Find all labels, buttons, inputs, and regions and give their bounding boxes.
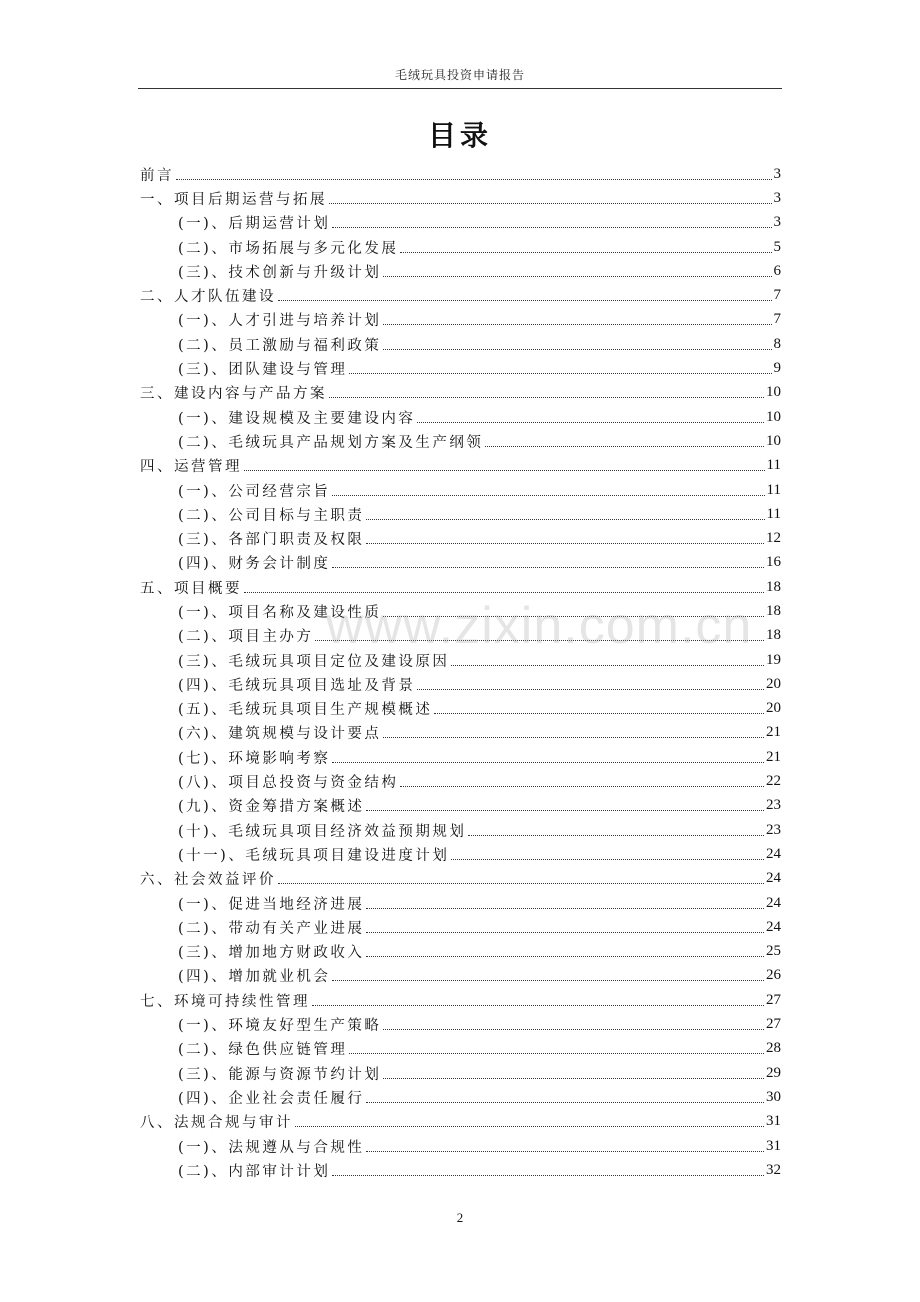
toc-entry-page: 7 xyxy=(773,311,781,328)
toc-leader-dots xyxy=(383,276,771,277)
toc-entry-page: 32 xyxy=(766,1161,781,1178)
toc-entry-page: 24 xyxy=(766,870,781,887)
toc-subentry[interactable] xyxy=(140,624,781,648)
toc-leader-dots xyxy=(383,1029,764,1030)
toc-entry-label: (二)、毛绒玩具产品规划方案及生产纲领 xyxy=(178,434,484,451)
toc-leader-dots xyxy=(329,397,764,398)
toc-subentry[interactable] xyxy=(140,745,781,769)
toc-entry-label: 前言 xyxy=(140,167,174,184)
toc-entry-label: (一)、促进当地经济进展 xyxy=(178,896,365,913)
toc-entry-page: 18 xyxy=(766,627,781,644)
toc-entry[interactable] xyxy=(140,162,781,186)
toc-leader-dots xyxy=(329,203,772,204)
toc-entry-page: 21 xyxy=(766,748,781,765)
toc-entry-label: (十一)、毛绒玩具项目建设进度计划 xyxy=(178,847,450,864)
toc-entry[interactable] xyxy=(140,186,781,210)
toc-leader-dots xyxy=(366,543,764,544)
toc-entry-label: (三)、各部门职责及权限 xyxy=(178,532,365,549)
toc-leader-dots xyxy=(315,640,764,641)
toc-entry[interactable] xyxy=(140,867,781,891)
toc-entry-page: 3 xyxy=(773,214,781,231)
toc-entry-page: 8 xyxy=(773,335,781,352)
toc-subentry[interactable] xyxy=(140,1085,781,1109)
toc-entry-label: (七)、环境影响考察 xyxy=(178,750,331,767)
toc-entry[interactable] xyxy=(140,1110,781,1134)
toc-entry-page: 6 xyxy=(773,262,781,279)
toc-leader-dots xyxy=(366,519,764,520)
toc-subentry[interactable] xyxy=(140,259,781,283)
toc-leader-dots xyxy=(400,786,764,787)
toc-entry-page: 10 xyxy=(766,384,781,401)
toc-leader-dots xyxy=(278,883,764,884)
toc-entry-page: 24 xyxy=(766,894,781,911)
header-rule xyxy=(138,88,782,89)
toc-entry[interactable] xyxy=(140,454,781,478)
toc-entry-label: 二、人才队伍建设 xyxy=(140,289,276,306)
toc-leader-dots xyxy=(278,300,772,301)
toc-entry-label: (一)、项目名称及建设性质 xyxy=(178,604,382,621)
toc-entry-label: (四)、毛绒玩具项目选址及背景 xyxy=(178,677,416,694)
toc-entry-page: 31 xyxy=(766,1137,781,1154)
toc-entry-page: 19 xyxy=(766,651,781,668)
toc-leader-dots xyxy=(417,689,764,690)
toc-entry-page: 24 xyxy=(766,918,781,935)
toc-entry[interactable] xyxy=(140,381,781,405)
toc-leader-dots xyxy=(332,567,764,568)
toc-entry-label: (十)、毛绒玩具项目经济效益预期规划 xyxy=(178,823,467,840)
toc-subentry[interactable] xyxy=(140,332,781,356)
toc-entry-page: 3 xyxy=(773,165,781,182)
toc-entry-label: 八、法规合规与审计 xyxy=(140,1115,293,1132)
toc-entry-label: 三、建设内容与产品方案 xyxy=(140,386,327,403)
toc-subentry[interactable] xyxy=(140,478,781,502)
toc-entry-label: 六、社会效益评价 xyxy=(140,872,276,889)
toc-entry[interactable] xyxy=(140,988,781,1012)
toc-entry-label: (一)、公司经营宗旨 xyxy=(178,483,331,500)
toc-entry-label: 一、项目后期运营与拓展 xyxy=(140,191,327,208)
toc-leader-dots xyxy=(468,835,764,836)
page-title: 目录 xyxy=(427,119,492,152)
toc-entry-label: 五、项目概要 xyxy=(140,580,242,597)
toc-entry-label: (二)、带动有关产业进展 xyxy=(178,920,365,937)
toc-entry-page: 29 xyxy=(766,1064,781,1081)
toc-entry-page: 28 xyxy=(766,1040,781,1057)
toc-entry-page: 7 xyxy=(773,287,781,304)
toc-subentry[interactable] xyxy=(140,429,781,453)
toc-entry-label: (一)、法规遵从与合规性 xyxy=(178,1139,365,1156)
toc-leader-dots xyxy=(366,1102,764,1103)
toc-subentry[interactable] xyxy=(140,818,781,842)
toc-entry-page: 20 xyxy=(766,700,781,717)
toc-entry-page: 23 xyxy=(766,821,781,838)
toc-subentry[interactable] xyxy=(140,308,781,332)
toc-entry-label: (二)、项目主办方 xyxy=(178,629,314,646)
toc-leader-dots xyxy=(383,324,771,325)
toc-entry-page: 30 xyxy=(766,1088,781,1105)
toc-entry-label: (二)、员工激励与福利政策 xyxy=(178,337,382,354)
toc-subentry[interactable] xyxy=(140,891,781,915)
toc-entry-page: 11 xyxy=(766,481,781,498)
toc-leader-dots xyxy=(176,179,772,180)
toc-entry-label: (四)、增加就业机会 xyxy=(178,969,331,986)
toc-leader-dots xyxy=(295,1126,764,1127)
toc-entry-page: 25 xyxy=(766,943,781,960)
toc-entry[interactable] xyxy=(140,575,781,599)
toc-subentry[interactable] xyxy=(140,599,781,623)
toc-subentry[interactable] xyxy=(140,526,781,550)
toc-leader-dots xyxy=(349,373,771,374)
toc-entry-page: 10 xyxy=(766,408,781,425)
toc-subentry[interactable] xyxy=(140,794,781,818)
toc-entry-page: 18 xyxy=(766,602,781,619)
toc-subentry[interactable] xyxy=(140,940,781,964)
toc-entry-page: 27 xyxy=(766,1016,781,1033)
toc-entry-label: (二)、公司目标与主职责 xyxy=(178,507,365,524)
toc-entry-label: (一)、人才引进与培养计划 xyxy=(178,313,382,330)
toc-entry[interactable] xyxy=(140,283,781,307)
toc-entry-label: 七、环境可持续性管理 xyxy=(140,993,310,1010)
toc-leader-dots xyxy=(332,980,764,981)
toc-entry-label: (二)、绿色供应链管理 xyxy=(178,1042,348,1059)
toc-entry-label: (三)、技术创新与升级计划 xyxy=(178,264,382,281)
toc-entry-label: (五)、毛绒玩具项目生产规模概述 xyxy=(178,702,433,719)
toc-entry-label: (一)、后期运营计划 xyxy=(178,216,331,233)
toc-leader-dots xyxy=(485,446,764,447)
running-header: 毛绒玩具投资申请报告 xyxy=(394,68,525,82)
toc-subentry[interactable] xyxy=(140,964,781,988)
toc-leader-dots xyxy=(400,252,771,253)
toc-entry-page: 24 xyxy=(766,845,781,862)
toc-subentry[interactable] xyxy=(140,842,781,866)
toc-entry-label: (四)、企业社会责任履行 xyxy=(178,1090,365,1107)
watermark: www.zixin.com.cn xyxy=(326,597,753,655)
toc-entry-page: 11 xyxy=(766,457,781,474)
toc-subentry[interactable] xyxy=(140,648,781,672)
toc-entry-label: (九)、资金筹措方案概述 xyxy=(178,799,365,816)
toc-entry-label: (二)、内部审计计划 xyxy=(178,1163,331,1180)
toc-subentry[interactable] xyxy=(140,697,781,721)
toc-leader-dots xyxy=(383,737,764,738)
toc-subentry[interactable] xyxy=(140,235,781,259)
toc-subentry[interactable] xyxy=(140,1134,781,1158)
toc-subentry[interactable] xyxy=(140,405,781,429)
toc-subentry[interactable] xyxy=(140,915,781,939)
toc-subentry[interactable] xyxy=(140,551,781,575)
toc-leader-dots xyxy=(383,1078,764,1079)
toc-leader-dots xyxy=(451,859,764,860)
toc-leader-dots xyxy=(366,932,764,933)
toc-leader-dots xyxy=(332,762,764,763)
toc-entry-label: (四)、财务会计制度 xyxy=(178,556,331,573)
toc-subentry[interactable] xyxy=(140,769,781,793)
toc-entry-label: (一)、建设规模及主要建设内容 xyxy=(178,410,416,427)
toc-subentry[interactable] xyxy=(140,502,781,526)
toc-entry-label: (八)、项目总投资与资金结构 xyxy=(178,775,399,792)
toc-entry-label: (三)、增加地方财政收入 xyxy=(178,945,365,962)
toc-entry-page: 11 xyxy=(766,505,781,522)
toc-entry-label: (三)、毛绒玩具项目定位及建设原因 xyxy=(178,653,450,670)
toc-leader-dots xyxy=(366,1151,764,1152)
toc-leader-dots xyxy=(332,495,764,496)
toc-entry-page: 27 xyxy=(766,991,781,1008)
toc-entry-label: (一)、环境友好型生产策略 xyxy=(178,1018,382,1035)
toc-subentry[interactable] xyxy=(140,1061,781,1085)
toc-entry-page: 31 xyxy=(766,1113,781,1130)
toc-entry-label: (三)、团队建设与管理 xyxy=(178,362,348,379)
toc-entry-page: 10 xyxy=(766,432,781,449)
toc-subentry[interactable] xyxy=(140,672,781,696)
toc-subentry[interactable] xyxy=(140,356,781,380)
toc-subentry[interactable] xyxy=(140,721,781,745)
toc-leader-dots xyxy=(451,665,764,666)
toc-leader-dots xyxy=(244,592,764,593)
toc-leader-dots xyxy=(366,908,764,909)
toc-entry-page: 3 xyxy=(773,189,781,206)
toc-entry-label: (六)、建筑规模与设计要点 xyxy=(178,726,382,743)
toc-leader-dots xyxy=(312,1005,764,1006)
toc-entry-page: 12 xyxy=(766,530,781,547)
toc-entry-label: (二)、市场拓展与多元化发展 xyxy=(178,240,399,257)
toc-leader-dots xyxy=(366,810,764,811)
toc-entry-page: 26 xyxy=(766,967,781,984)
toc-leader-dots xyxy=(366,956,764,957)
toc-entry-label: (三)、能源与资源节约计划 xyxy=(178,1066,382,1083)
toc-entry-page: 23 xyxy=(766,797,781,814)
toc-entry-page: 20 xyxy=(766,675,781,692)
toc-subentry[interactable] xyxy=(140,1012,781,1036)
toc-leader-dots xyxy=(417,422,764,423)
toc-leader-dots xyxy=(349,1053,764,1054)
toc-leader-dots xyxy=(244,470,765,471)
toc-entry-page: 16 xyxy=(766,554,781,571)
toc-entry-page: 9 xyxy=(773,360,781,377)
toc-entry-label: 四、运营管理 xyxy=(140,459,242,476)
toc-leader-dots xyxy=(434,713,764,714)
toc-entry-page: 21 xyxy=(766,724,781,741)
toc-leader-dots xyxy=(383,349,771,350)
page-number: 2 xyxy=(456,1210,464,1225)
toc-subentry[interactable] xyxy=(140,1037,781,1061)
toc-entry-page: 18 xyxy=(766,578,781,595)
toc-leader-dots xyxy=(383,616,764,617)
toc-entry-page: 5 xyxy=(773,238,781,255)
toc-subentry[interactable] xyxy=(140,1158,781,1182)
toc-entry-page: 22 xyxy=(766,773,781,790)
toc-leader-dots xyxy=(332,227,771,228)
toc-subentry[interactable] xyxy=(140,211,781,235)
table-of-contents xyxy=(140,162,781,1182)
toc-leader-dots xyxy=(332,1175,764,1176)
